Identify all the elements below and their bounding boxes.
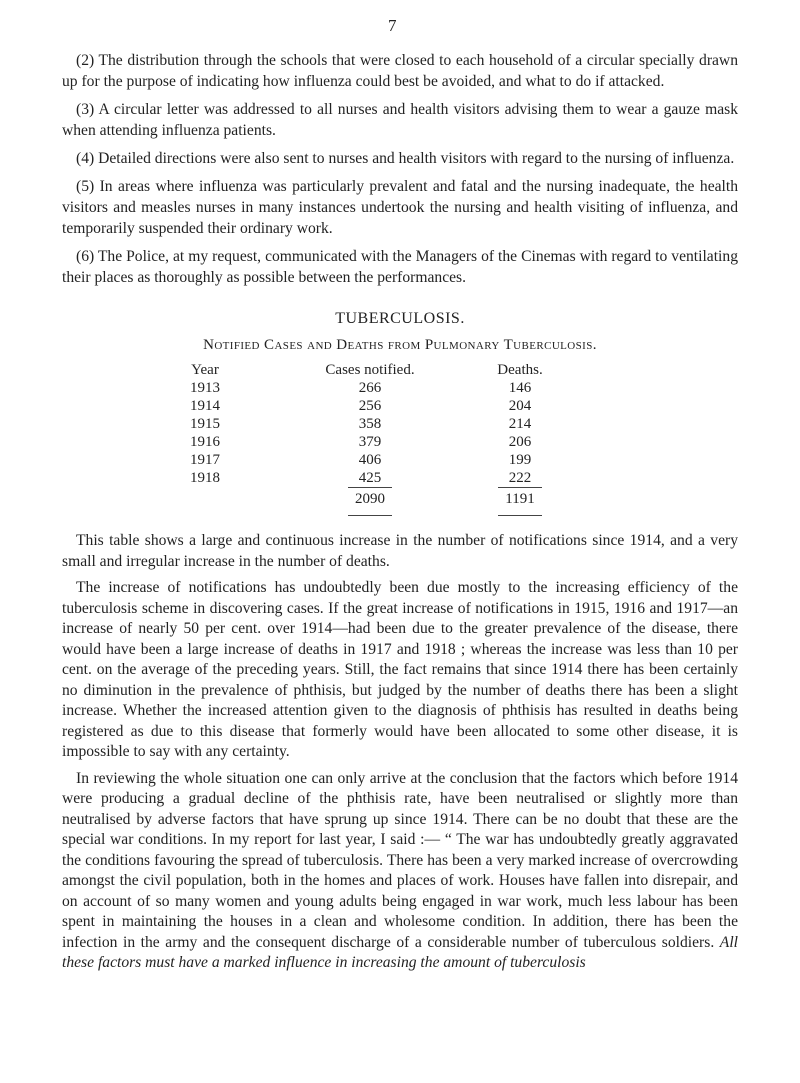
cases-cell: 379 (358, 434, 382, 450)
list-item: (3) A circular letter was addressed to all nurses and health visitors advising them to wear a gauze mask when attending influenza patients. (62, 101, 738, 139)
table-title: Notified Cases and Deaths from Pulmonary Tuberculosis. (203, 337, 597, 353)
year-cell: 1917 (190, 452, 220, 468)
total-cases: 2090 (355, 491, 385, 507)
total-rule-top-cases (348, 487, 392, 488)
header-cases: Cases notified. (325, 362, 415, 378)
tuberculosis-table (0, 362, 800, 488)
paragraph-notifications: The increase of notifications has undoubtedly been due mostly to the increasing efficiency of the tuberculosis scheme in discovering cases. If the great increase of notifications in 1915, 1916 and 1917—an increase of nearly 50 per cent. over 1914—had been due to the greater prevalence of the disease, there would have been a large increase of deaths in 1917 and 1918 ; whereas the increase was less than 10 per cent. on the average of the preceding years. Still, the fact remains that since 1914 there has been certainly no diminution in the prevalence of phthisis, but judged by the number of deaths there has been a slight increase. Whether the increased attention given to the diagnosis of phthisis has resulted in deaths being registered as due to this disease that formerly would have been allocated to some other disease, it is impossible to say with any certainty. (62, 579, 738, 760)
table-row (0, 452, 800, 470)
total-rule-top-deaths (498, 487, 542, 488)
year-cell: 1918 (190, 470, 220, 486)
deaths-cell: 214 (508, 416, 532, 432)
body-text (62, 531, 738, 980)
year-cell: 1914 (190, 398, 220, 414)
deaths-cell: 222 (508, 470, 532, 486)
deaths-cell: 146 (508, 380, 532, 396)
deaths-cell: 199 (508, 452, 532, 468)
table-row (0, 398, 800, 416)
page-number: 7 (388, 16, 397, 35)
total-deaths: 1191 (505, 491, 535, 507)
table-row (0, 434, 800, 452)
table-row (0, 470, 800, 488)
paragraph-war-conditions (62, 769, 738, 974)
cases-cell: 358 (358, 416, 382, 432)
table-row (0, 380, 800, 398)
table-header-row (0, 362, 800, 380)
header-year: Year (191, 362, 219, 378)
totals-row (0, 491, 800, 513)
total-rule-bottom-cases (348, 515, 392, 516)
section-title: TUBERCULOSIS. (335, 310, 465, 327)
header-deaths: Deaths. (497, 362, 543, 378)
list-item: (5) In areas where influenza was particularly prevalent and fatal and the nursing inadequate, the health visitors and measles nurses in many instances undertook the nursing and health visiting of influenza, and temporarily suspended their ordinary work. (62, 178, 738, 237)
list-item: (2) The distribution through the schools that were closed to each household of a circular specially drawn up for the purpose of indicating how influenza could best be avoided, and what to do if attacked. (62, 52, 738, 90)
paragraph-summary: This table shows a large and continuous increase in the number of notifications since 1914, and a very small and irregular increase in the number of deaths. (62, 532, 738, 570)
cases-cell: 406 (358, 452, 382, 468)
year-cell: 1916 (190, 434, 220, 450)
paragraph-war-conditions-text: In reviewing the whole situation one can only arrive at the conclusion that the factors which before 1914 were producing a gradual decline of the phthisis rate, have been neutralised or slightly more than neutralised by adverse factors that have sprung up since 1914. There can be no doubt that these are the special war conditions. In my report for last year, I said :— “ The war has undoubtedly greatly aggravated the conditions favouring the spread of tuberculosis. There has been a very marked increase of overcrowding amongst the civil population, both in the homes and places of work. Houses have fallen into disrepair, and on account of so many women and young adults being engaged in war work, much less labour has been spent in maintaining the houses in a clean and wholesome condition. In addition, there has been the infection in the army and the consequent discharge of a considerable number of tuberculous soldiers. (62, 769, 738, 951)
numbered-measures-list (62, 50, 738, 295)
deaths-cell: 206 (508, 434, 532, 450)
total-rule-bottom-deaths (498, 515, 542, 516)
table-row (0, 416, 800, 434)
deaths-cell: 204 (508, 398, 532, 414)
cases-cell: 266 (358, 380, 382, 396)
year-cell: 1913 (190, 380, 220, 396)
italic-conclusion: All these factors must have a marked influence in increasing the amount of tuberculosis (62, 933, 738, 971)
cases-cell: 425 (358, 470, 382, 486)
list-item: (4) Detailed directions were also sent to nurses and health visitors with regard to the nursing of influenza. (76, 150, 735, 167)
list-item: (6) The Police, at my request, communicated with the Managers of the Cinemas with regard to ventilating their places as thoroughly as possible between the performances. (62, 248, 738, 286)
cases-cell: 256 (358, 398, 382, 414)
year-cell: 1915 (190, 416, 220, 432)
